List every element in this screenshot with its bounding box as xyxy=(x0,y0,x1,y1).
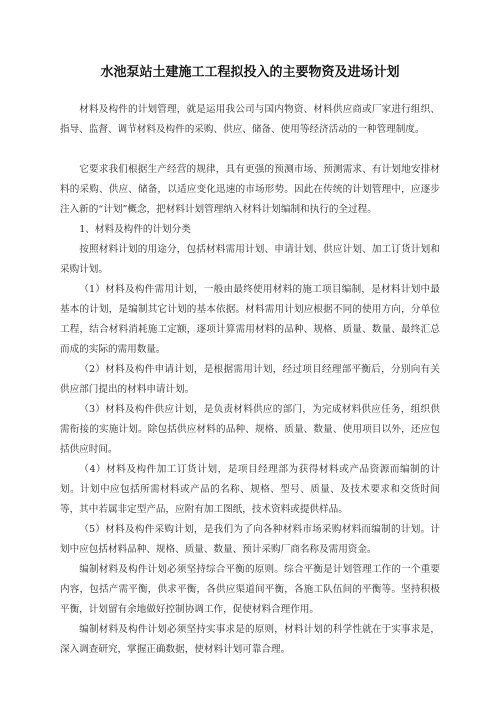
paragraph: 编制材料及构件计划必须坚持综合平衡的原则。综合平衡是计划管理工作的一个重要内容，包括产需平衡，供求平衡，各供应渠道间平衡，各施工队伍间的平衡等。坚持积极平衡，计划留有余地做好控制协调工作，促使材料合理作用。 xyxy=(60,564,440,615)
paragraph: （2）材料及构件申请计划，是根据需用计划，经过项目经理部平衡后，分别向有关供应部门提出的材料申请计划。 xyxy=(60,364,440,395)
paragraph: （1）材料及构件需用计划，一般由最终使用材料的施工项目编制，是材料计划中最基本的计划，是编制其它计划的基本依据。材料需用计划应根据不同的使用方向，分单位工程，结合材料消耗施工定额，逐项计算需用材料的品种、规格、质量、数量、最终汇总而成的实际的需用数量。 xyxy=(60,284,440,355)
section-heading: 1、材料及构件的计划分类 xyxy=(79,224,191,235)
document-title: 水池泵站土建施工工程拟投入的主要物资及进场计划 xyxy=(100,65,400,80)
paragraph: （4）材料及构件加工订货计划，是项目经理部为获得材料或产品资源而编制的计划。计划中应包括所需材料或产品的名称、规格、型号、质量、及技术要求和交货时间等，其中若属非定型产品，应附有加工图纸，技术资料或提供样品。 xyxy=(60,464,440,515)
paragraph: （3）材料及构件供应计划，是负责材料供应的部门，为完成材料供应任务，组织供需衔接的实施计划。除包括供应材料的品种、规格、质量、数量、使用项目以外，还应包括供应时间。 xyxy=(60,404,440,455)
document-body xyxy=(60,100,440,660)
paragraph: 它要求我们根据生产经营的规律，具有更强的预测市场、预测需求、有计划地安排材料的采购、供应、储备，以适应变化迅速的市场形势。因此在传统的计划管理中，应逐步注入新的“计划”概念，把材料计划管理纳入材料计划编制和执行的全过程。 xyxy=(60,164,440,215)
paragraph: 按照材料计划的用途分，包括材料需用计划、申请计划、供应计划、加工订货计划和采购计划。 xyxy=(60,244,440,275)
paragraph: 材料及构件的计划管理，就是运用我公司与国内物资、材料供应商或厂家进行组织、指导、监督、调节材料及构件的采购、供应、储备、使用等经济活动的一种管理制度。 xyxy=(60,104,440,135)
paragraph: 编制材料及构件计划必须坚持实事求是的原则，材料计划的科学性就在于实事求是，深入调查研究，掌握正确数据，使材料计划可靠合理。 xyxy=(60,624,440,655)
paragraph: （5）材料及构件采购计划，是我们为了向各种材料市场采购材料而编制的计划。计划中应包括材料品种、规格、质量、数量、预计采购厂商名称及需用资金。 xyxy=(60,524,440,555)
